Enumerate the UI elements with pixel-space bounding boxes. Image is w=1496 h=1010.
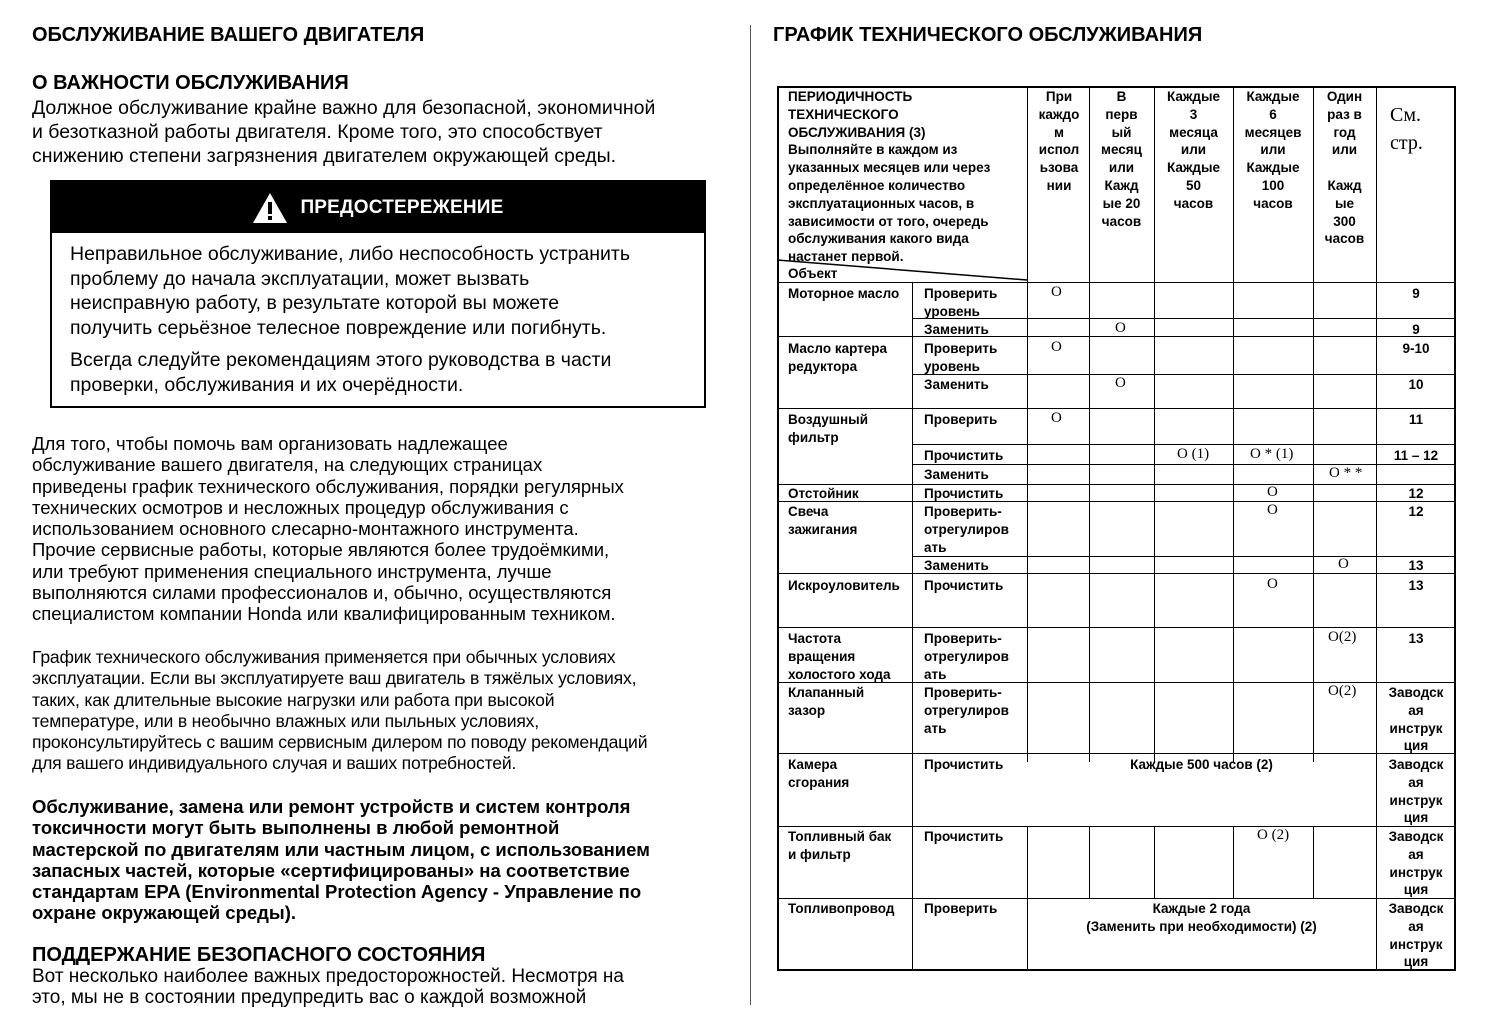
warning-triangle-icon	[252, 192, 288, 224]
schedule-paragraph	[32, 647, 747, 775]
mark: O	[1051, 410, 1062, 426]
text-line: или	[1331, 142, 1358, 158]
text-line: вращения	[788, 648, 856, 664]
text-line: настанет первой.	[788, 249, 904, 265]
text-line: год	[1333, 124, 1356, 140]
text-line: Проверить-	[924, 504, 1002, 519]
text-line: получить серьёзное телесное повреждение или погибнуть.	[70, 316, 607, 339]
column-line	[1089, 826, 1090, 899]
action-replace: Заменить	[924, 322, 989, 337]
page-ref: 9	[1412, 322, 1420, 337]
text-line: технических осмотров и несложных процедур обслуживания с	[32, 496, 569, 518]
item-combustion-chamber	[788, 756, 849, 792]
text-line: 100	[1261, 177, 1285, 193]
action-replace: Заменить	[924, 467, 989, 482]
row-line	[777, 501, 1456, 502]
action-check-adjust	[924, 630, 1009, 683]
text-line: обслуживание вашего двигателя, на следующих страницах	[32, 454, 543, 476]
text-line: ая	[1408, 774, 1424, 790]
text-line: обслуживания какого вида	[788, 231, 969, 247]
text-line: ые 20	[1102, 195, 1141, 211]
mark: O	[1267, 502, 1278, 518]
item-gear-oil	[788, 340, 887, 376]
row-line	[777, 627, 1456, 628]
mark: O	[1338, 556, 1349, 572]
text-line: 6	[1269, 106, 1277, 122]
text-line: Выполняйте в каждом из	[788, 142, 958, 158]
warning-paragraph	[70, 242, 700, 340]
text-line: инструк	[1389, 720, 1443, 736]
text-line: зазор	[788, 702, 826, 718]
text-line: ая	[1408, 846, 1424, 862]
action-replace: Заменить	[924, 558, 989, 573]
mark: O	[1051, 284, 1062, 300]
page-ref: 13	[1408, 578, 1424, 593]
text-line: Заводск	[1388, 685, 1444, 700]
text-line: Обслуживание, замена или ремонт устройств и систем контроля	[32, 796, 631, 817]
text-line: эксплуатации. Если вы эксплуатируете ваш двигатель в тяжёлых условиях,	[32, 668, 637, 689]
mark: O	[1115, 375, 1126, 391]
text-line: приведены график технического обслуживания, порядки регулярных	[32, 475, 624, 497]
row-line	[777, 573, 1456, 574]
text-line: это, мы не в состоянии предупредить вас о каждой возможной	[32, 987, 587, 1009]
text-line: ОБСЛУЖИВАНИЯ (3)	[788, 124, 926, 140]
action-clean: Прочистить	[924, 448, 1004, 463]
text-line: фильтр	[788, 429, 839, 445]
text-line: Воздушный	[788, 412, 869, 427]
column-line	[1313, 826, 1314, 899]
warning-paragraph	[70, 348, 700, 397]
text-line: зависимости от того, очередь	[788, 213, 989, 229]
item-idle-speed	[788, 630, 891, 683]
text-line: или	[1108, 160, 1135, 176]
text-line: Кажд	[1327, 177, 1362, 193]
text-line: указанных месяцев или через	[788, 160, 991, 176]
action-clean: Прочистить	[924, 829, 1004, 844]
mark-yearly: O(2)	[1328, 629, 1357, 645]
text-line: перв	[1105, 106, 1138, 122]
mark-6-months: O (2)	[1257, 827, 1290, 843]
row-line	[777, 282, 1456, 283]
schedule-title: ГРАФИК ТЕХНИЧЕСКОГО ОБСЛУЖИВАНИЯ	[773, 24, 1203, 46]
text-line: мастерской по двигателям или частным лицом, с использованием	[32, 838, 650, 860]
text-line: Всегда следуйте рекомендациям этого руководства в части	[70, 349, 612, 371]
page-ref: 9	[1412, 286, 1420, 301]
text-line: ые	[1334, 195, 1355, 211]
mark: O	[1267, 484, 1278, 500]
col-header-3-months	[1155, 88, 1232, 213]
page-ref	[1377, 756, 1455, 827]
text-line: При	[1045, 89, 1073, 104]
row-line	[777, 898, 1456, 899]
text-line: Проверить	[924, 341, 998, 356]
text-line: каждо	[1038, 106, 1080, 122]
page-ref: 12	[1408, 504, 1424, 519]
text-line: отрегулиров	[924, 648, 1009, 664]
text-line: инструк	[1389, 936, 1443, 952]
table-border	[777, 969, 1456, 971]
text-line: инструк	[1389, 864, 1443, 880]
text-line: ция	[1403, 738, 1429, 754]
row-line	[777, 753, 1456, 754]
page-ref: 13	[1408, 558, 1424, 573]
text-line: уровень	[924, 303, 980, 319]
text-line: Проверить	[924, 286, 998, 301]
text-line: Вот несколько наиболее важных предосторожностей. Несмотря на	[32, 966, 624, 987]
page-ref: 11	[1408, 412, 1424, 427]
text-line: Должное обслуживание крайне важно для безопасной, экономичной	[32, 97, 656, 119]
item-valve-clearance	[788, 684, 864, 720]
text-line: проверки, обслуживания и их очерёдности.	[70, 373, 464, 396]
interval-span: Каждые 500 часов (2)	[1130, 757, 1273, 772]
text-line: 50	[1185, 177, 1202, 193]
col-header-first-month	[1090, 88, 1153, 230]
page-ref	[1377, 684, 1455, 755]
action-clean: Прочистить	[924, 486, 1004, 501]
mark: O	[1267, 576, 1278, 592]
mark-3-months: O (1)	[1177, 446, 1210, 462]
object-label: Объект	[788, 266, 838, 281]
text-line: охране окружающей среды).	[32, 902, 297, 924]
text-line: Неправильное обслуживание, либо неспособность устранить	[70, 243, 630, 265]
text-line: неисправную работу, в результате которой вы можете	[70, 292, 560, 314]
row-line	[777, 484, 1456, 485]
text-line: эксплуатационных часов, в	[788, 195, 975, 211]
text-line: Камера	[788, 757, 838, 772]
mark-yearly: O * *	[1329, 465, 1363, 481]
text-line: Один	[1326, 89, 1363, 104]
text-line: ьзова	[1039, 160, 1079, 176]
item-fuel-tank	[788, 828, 891, 864]
col-header-page	[1390, 101, 1423, 157]
page-title: ОБСЛУЖИВАНИЕ ВАШЕГО ДВИГАТЕЛЯ	[32, 24, 425, 46]
text-line: или	[1260, 142, 1286, 158]
item-fuel-line: Топливопровод	[788, 901, 895, 916]
page-ref: 12	[1408, 486, 1424, 501]
page-ref	[1377, 900, 1455, 971]
interval-span	[1027, 900, 1376, 936]
text-line: стр.	[1390, 132, 1423, 154]
mark-6-months: O * (1)	[1250, 446, 1294, 462]
item-spark-arrester: Искроуловитель	[788, 578, 900, 593]
text-line	[1314, 159, 1375, 177]
text-line: проблему до начала эксплуатации, может вызвать	[70, 267, 530, 290]
text-line: запасных частей, которые «сертифицированы» на соответствие	[32, 859, 630, 881]
row-line	[777, 408, 1456, 409]
epa-paragraph	[32, 796, 747, 924]
text-line: Масло картера	[788, 341, 888, 356]
period-header	[788, 88, 990, 266]
text-line: м	[1054, 124, 1064, 140]
text-line: ая	[1408, 918, 1424, 934]
text-line: месяц	[1100, 142, 1142, 158]
page-ref: 9-10	[1402, 341, 1430, 356]
text-line: инструк	[1389, 792, 1443, 808]
action-clean: Прочистить	[924, 757, 1004, 772]
text-line: выполняются силами профессионалов и, обычно, осуществляются	[32, 582, 612, 604]
text-line: ция	[1403, 810, 1429, 826]
text-line: Заводск	[1388, 757, 1444, 772]
text-line: для вашего индивидуального случая и ваших потребностей.	[32, 753, 517, 774]
text-line: стандартам EPA (Environmental Protection Agency - Управление по	[32, 881, 642, 903]
action-check-level	[924, 285, 997, 321]
page-ref: 10	[1408, 377, 1424, 392]
text-line: уровень	[924, 358, 980, 374]
warning-label: ПРЕДОСТЕРЕЖЕНИЕ	[300, 196, 504, 218]
text-line: использованием основного слесарно-монтажного инструмента.	[32, 518, 579, 540]
text-line: См.	[1390, 104, 1421, 126]
item-engine-oil: Моторное масло	[788, 286, 900, 301]
action-check: Проверить	[924, 412, 998, 427]
mark-yearly: O(2)	[1328, 683, 1357, 699]
action-check-adjust	[924, 503, 1009, 556]
text-line: специалистом компании Honda или квалифицированным техником.	[32, 603, 616, 625]
text-line: Кажд	[1104, 177, 1139, 193]
text-line: Каждые 2 года	[1152, 901, 1251, 916]
table-border	[777, 86, 779, 971]
text-line: месяцев	[1244, 124, 1302, 140]
text-line: и фильтр	[788, 846, 851, 862]
action-check-adjust	[924, 684, 1009, 737]
text-line: Заводск	[1388, 901, 1444, 916]
warning-box	[50, 180, 706, 408]
text-line: отрегулиров	[924, 521, 1009, 537]
text-line: Каждые	[1166, 160, 1221, 176]
text-line: Для того, чтобы помочь вам организовать надлежащее	[32, 433, 508, 454]
item-sediment-cup: Отстойник	[788, 486, 859, 501]
text-line: Топливный бак	[788, 829, 892, 844]
text-line: токсичности могут быть выполнены в любой ремонтной	[32, 817, 560, 839]
text-line: или требуют применения специального инструмента, лучше	[32, 560, 552, 582]
text-line: температуре, или в необычно влажных или пыльных условиях,	[32, 710, 539, 731]
text-line: и безотказной работы двигателя. Кроме того, это способствует	[32, 121, 603, 143]
text-line: Частота	[788, 631, 841, 646]
text-line: часов	[1324, 231, 1365, 247]
warning-header	[52, 182, 704, 233]
text-line: Каждые	[1246, 160, 1300, 176]
help-paragraph	[32, 433, 742, 625]
text-line: (Заменить при необходимости) (2)	[1086, 918, 1317, 934]
page-ref: 13	[1408, 631, 1424, 646]
page-ref: 11 – 12	[1393, 448, 1439, 463]
text-line: Каждые	[1246, 89, 1300, 104]
text-line: или	[1180, 142, 1207, 158]
row-line	[912, 444, 1456, 445]
text-line: редуктора	[788, 358, 858, 374]
text-line: отрегулиров	[924, 702, 1009, 718]
col-header-6-months	[1234, 88, 1312, 213]
warning-body	[70, 242, 700, 405]
text-line: часов	[1253, 195, 1293, 211]
text-line: В	[1116, 89, 1127, 104]
safety-heading: ПОДДЕРЖАНИЕ БЕЗОПАСНОГО СОСТОЯНИЯ	[32, 944, 486, 966]
text-line: Клапанный	[788, 685, 865, 700]
text-line: зажигания	[788, 521, 858, 537]
importance-heading: О ВАЖНОСТИ ОБСЛУЖИВАНИЯ	[32, 72, 349, 94]
item-air-filter	[788, 411, 868, 447]
col-header-yearly	[1314, 88, 1375, 248]
text-line: Проверить-	[924, 685, 1002, 700]
row-line	[777, 826, 1456, 827]
text-line: часов	[1173, 195, 1214, 211]
text-line: раз в	[1327, 106, 1362, 122]
text-line: Каждые	[1166, 89, 1221, 104]
text-line: ТЕХНИЧЕСКОГО	[788, 106, 899, 122]
text-line: проконсультируйтесь с вашим сервисным дилером по поводу рекомендаций	[32, 732, 648, 753]
page-ref	[1377, 828, 1455, 899]
text-line: ПЕРИОДИЧНОСТЬ	[788, 89, 913, 104]
text-line: определённое количество	[788, 177, 966, 193]
text-line: ать	[924, 666, 947, 682]
text-line: нии	[1046, 177, 1072, 193]
column-divider	[750, 25, 751, 1005]
text-line: часов	[1101, 213, 1142, 229]
action-check-level	[924, 340, 997, 376]
text-line: ая	[1408, 702, 1424, 718]
column-line	[1027, 86, 1028, 762]
text-line: испол	[1038, 142, 1080, 158]
action-replace: Заменить	[924, 377, 989, 392]
column-line	[1233, 826, 1234, 899]
text-line: холостого хода	[788, 666, 891, 682]
text-line: График технического обслуживания применяется при обычных условиях	[32, 647, 616, 667]
text-line: 3	[1189, 106, 1198, 122]
text-line: ый	[1111, 124, 1132, 140]
action-clean: Прочистить	[924, 578, 1004, 593]
col-header-each-use	[1029, 88, 1089, 195]
text-line: Проверить-	[924, 631, 1002, 646]
text-line: ция	[1403, 954, 1429, 970]
mark: O	[1051, 339, 1062, 355]
text-line: Заводск	[1388, 829, 1444, 844]
text-line: ать	[924, 539, 947, 555]
item-spark-plug	[788, 503, 857, 539]
text-line: ция	[1403, 882, 1429, 898]
text-line: Прочие сервисные работы, которые являются более трудоёмкими,	[32, 539, 610, 561]
text-line: месяца	[1169, 124, 1218, 140]
text-line: таких, как длительные высокие нагрузки или работа при высокой	[32, 689, 555, 710]
column-line	[1154, 826, 1155, 899]
safety-text	[32, 966, 747, 1009]
text-line: снижению степени загрязнения двигателем окружающей среды.	[32, 145, 617, 167]
importance-text	[32, 96, 732, 168]
action-check: Проверить	[924, 901, 998, 916]
text-line: Свеча	[788, 504, 829, 519]
text-line: сгорания	[788, 774, 850, 790]
mark: O	[1115, 320, 1126, 336]
text-line: ать	[924, 720, 947, 736]
text-line: 300	[1333, 213, 1356, 229]
